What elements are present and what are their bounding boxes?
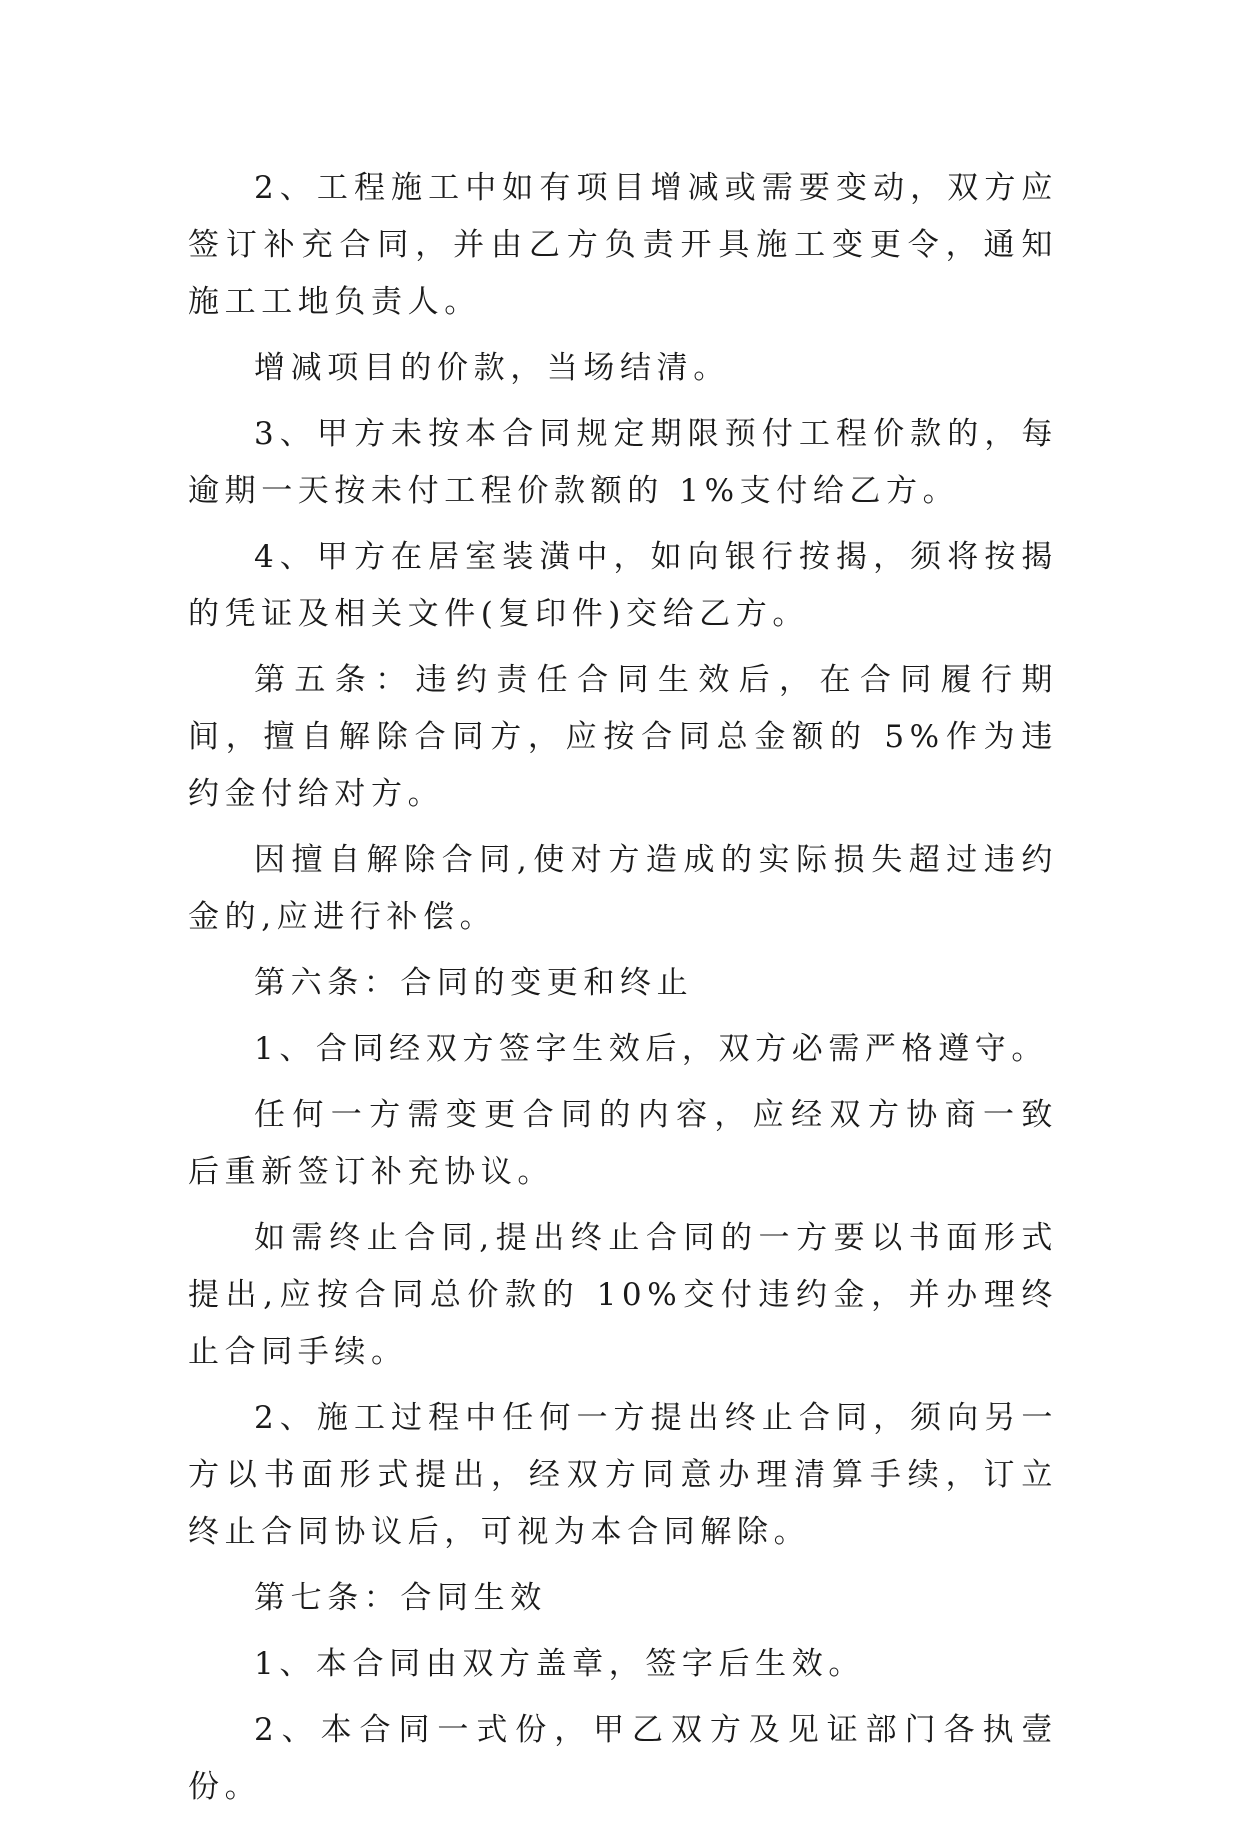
- heading-article-seven: 第七条：合同生效: [254, 1580, 547, 1616]
- paragraph-termination-during-construction: 2、施工过程中任何一方提出终止合同，须向另一方以书面形式提出，经双方同意办理清算手续，订立终止合同协议后，可视为本合同解除。: [188, 1400, 1058, 1550]
- paragraph-amendment: 任何一方需变更合同的内容，应经双方协商一致后重新签订补充协议。: [188, 1097, 1058, 1190]
- paragraph-settlement: 增减项目的价款，当场结清。: [254, 350, 730, 386]
- paragraph-effective: 1、本合同由双方盖章，签字后生效。: [254, 1646, 865, 1682]
- paragraph-change-supplement: 2、工程施工中如有项目增减或需要变动，双方应签订补充合同，并由乙方负责开具施工变更令，通知施工工地负责人。: [188, 170, 1058, 320]
- paragraph-late-payment: 3、甲方未按本合同规定期限预付工程价款的，每逾期一天按未付工程价款额的 1%支付给乙方。: [188, 416, 1058, 509]
- paragraph-termination: 如需终止合同,提出终止合同的一方要以书面形式提出,应按合同总价款的 10%交付违约金，并办理终止合同手续。: [188, 1220, 1058, 1370]
- paragraph-copies: 2、本合同一式份，甲乙双方及见证部门各执壹份。: [188, 1712, 1058, 1805]
- paragraph-compensation: 因擅自解除合同,使对方造成的实际损失超过违约金的,应进行补偿。: [188, 842, 1058, 935]
- heading-article-six: 第六条：合同的变更和终止: [254, 965, 694, 1001]
- paragraph-article-five: 第五条：违约责任合同生效后，在合同履行期间，擅自解除合同方，应按合同总金额的 5%作为违约金付给对方。: [188, 662, 1058, 812]
- paragraph-signing-effect: 1、合同经双方签字生效后，双方必需严格遵守。: [254, 1031, 1048, 1067]
- paragraph-mortgage: 4、甲方在居室装潢中，如向银行按揭，须将按揭的凭证及相关文件(复印件)交给乙方。: [188, 539, 1058, 632]
- document-page: [188, 160, 1058, 1825]
